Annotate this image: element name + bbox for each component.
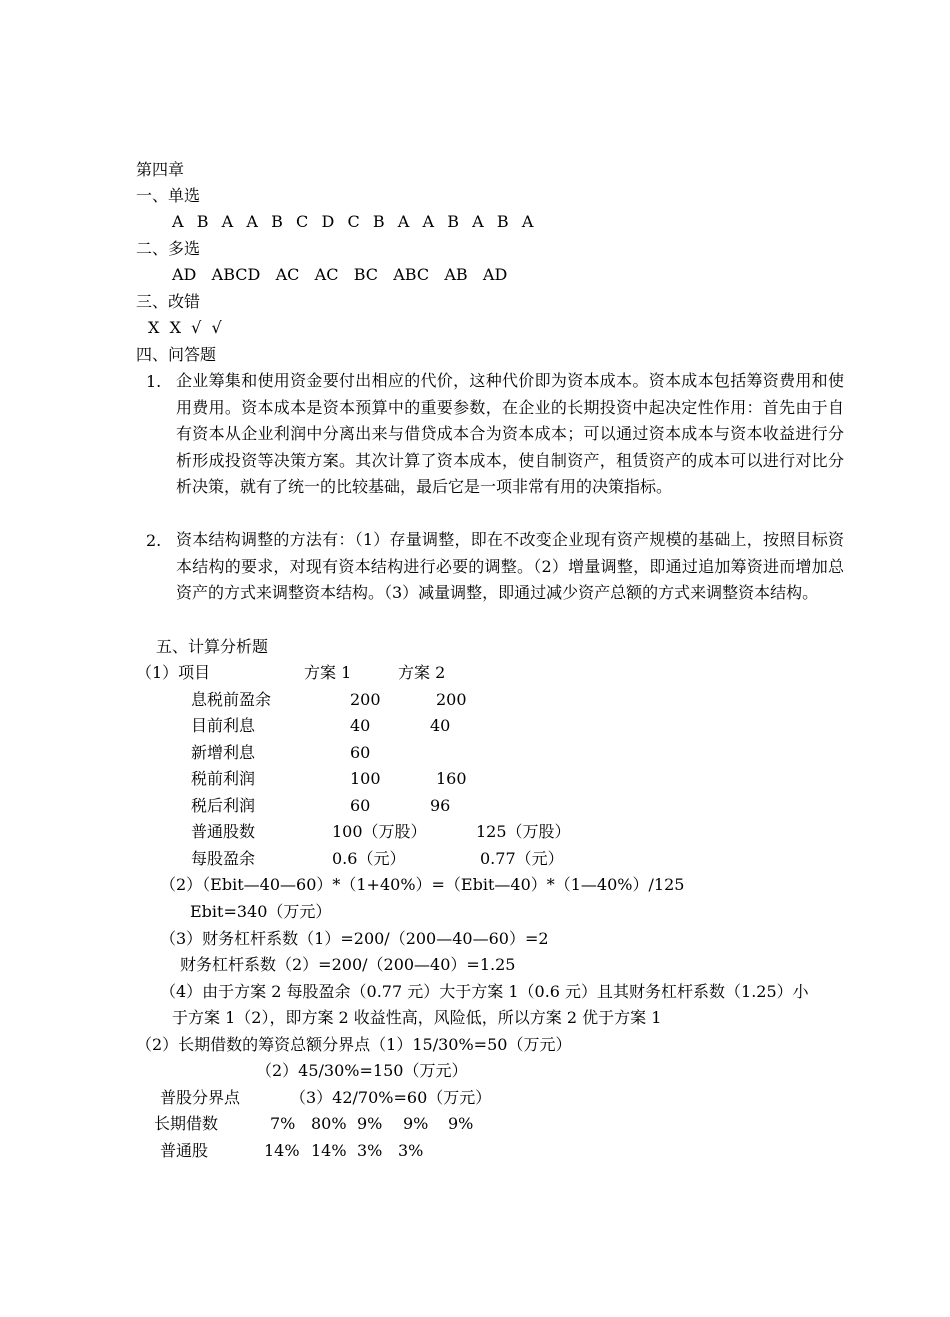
section-calc-heading: 五、计算分析题 — [156, 637, 269, 656]
table-header-item: （1）项目 — [136, 663, 211, 682]
row-label: 税前利润 — [191, 769, 256, 788]
row-label: 每股盈余 — [191, 849, 256, 868]
row-value: 3% — [398, 1141, 424, 1160]
row-value: 9% — [403, 1114, 429, 1133]
row-plan2-value: 160 — [436, 769, 467, 788]
section-correction-heading: 三、改错 — [136, 292, 201, 311]
multi-choice-answers: AD ABCD AC AC BC ABC AB AD — [172, 265, 508, 284]
section-single-choice-heading: 一、单选 — [136, 186, 201, 205]
qa-2-number: 2. — [146, 531, 162, 550]
row-plan1-value: 40 — [350, 716, 371, 735]
part4-conclusion-line1: （4）由于方案 2 每股盈余（0.77 元）大于方案 1（0.6 元）且其财务杠杆系数（1.25）小 — [160, 982, 809, 1001]
correction-answers: X X √ √ — [148, 318, 222, 337]
table-header-plan2: 方案 2 — [398, 663, 446, 682]
row-value: 14% — [264, 1141, 300, 1160]
row-label: 普通股 — [160, 1141, 209, 1160]
single-choice-answers: A B A A B C D C B A A B A B A — [172, 212, 535, 231]
row-label: 税后利润 — [191, 796, 256, 815]
row-plan2-value: 96 — [430, 796, 451, 815]
row-value: 7% — [270, 1114, 296, 1133]
section-multi-choice-heading: 二、多选 — [136, 239, 201, 258]
section-qa-heading: 四、问答题 — [136, 345, 217, 364]
qa-2-text: 资本结构调整的方法有：（1）存量调整，即在不改变企业现有资产规模的基础上，按照目标资本结构的要求，对现有资本结构进行必要的调整。（2）增量调整，即通过追加筹资进而增加总资产的方式来调整资本结构。（3）减量调整，即通过减少资产总额的方式来调整资本结构。 — [176, 530, 844, 602]
q2-breakpoint-1: （2）长期借数的筹资总额分界点（1）15/30%=50（万元） — [136, 1035, 572, 1054]
row-plan1-value: 200 — [350, 690, 381, 709]
table-header-plan1: 方案 1 — [304, 663, 352, 682]
row-label: 长期借数 — [154, 1114, 219, 1133]
q2-stock-breakpoint-label: 普股分界点 — [160, 1088, 241, 1107]
row-value: 3% — [357, 1141, 383, 1160]
row-plan2-value: 125（万股） — [476, 822, 571, 841]
row-value: 80% — [311, 1114, 347, 1133]
chapter-title: 第四章 — [136, 160, 185, 179]
row-plan1-value: 100（万股） — [332, 822, 427, 841]
row-value: 9% — [448, 1114, 474, 1133]
part3-leverage-2: 财务杠杆系数（2）=200/（200—40）=1.25 — [180, 955, 516, 974]
q2-breakpoint-2: （2）45/30%=150（万元） — [256, 1061, 468, 1080]
row-value: 9% — [357, 1114, 383, 1133]
row-value: 14% — [311, 1141, 347, 1160]
row-plan1-value: 60 — [350, 796, 371, 815]
q2-breakpoint-3: （3）42/70%=60（万元） — [290, 1088, 492, 1107]
part2-result: Ebit=340（万元） — [190, 902, 332, 921]
row-plan2-value: 0.77（元） — [480, 849, 564, 868]
row-label: 息税前盈余 — [191, 690, 272, 709]
part3-leverage-1: （3）财务杠杆系数（1）=200/（200—40—60）=2 — [160, 929, 549, 948]
row-plan2-value: 200 — [436, 690, 467, 709]
qa-1-text: 企业筹集和使用资金要付出相应的代价，这种代价即为资本成本。资本成本包括筹资费用和使用费用。资本成本是资本预算中的重要参数，在企业的长期投资中起决定性作用：首先由于自有资本从企业利润中分离出来与借贷成本合为资本成本；可以通过资本成本与资本收益进行分析形成投资等决策方案。其次计算了资本成本，使自制资产，租赁资产的成本可以进行对比分析决策，就有了统一的比较基础，最后它是一项非常有用的决策指标。 — [176, 371, 844, 496]
qa-1-number: 1. — [146, 372, 162, 391]
part4-conclusion-line2: 于方案 1（2），即方案 2 收益性高，风险低，所以方案 2 优于方案 1 — [172, 1008, 662, 1027]
row-plan1-value: 100 — [350, 769, 381, 788]
row-label: 普通股数 — [191, 822, 256, 841]
row-plan1-value: 60 — [350, 743, 371, 762]
row-label: 新增利息 — [191, 743, 256, 762]
row-label: 目前利息 — [191, 716, 256, 735]
part2-equation: （2）（Ebit—40—60）*（1+40%）=（Ebit—40）*（1—40%）/125 — [160, 875, 685, 894]
row-plan1-value: 0.6（元） — [332, 849, 406, 868]
row-plan2-value: 40 — [430, 716, 451, 735]
